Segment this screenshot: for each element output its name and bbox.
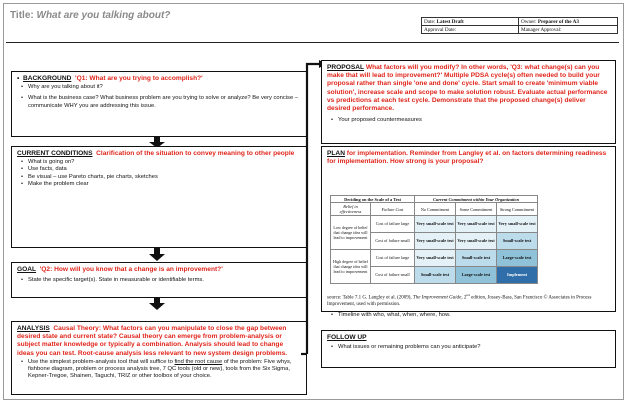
- table-cost-cell: Cost of failure small: [371, 233, 415, 250]
- goal-section: [11, 262, 307, 298]
- table-cost-cell: Cost of failure small: [371, 267, 415, 284]
- current-conditions-heading-line: [17, 150, 301, 158]
- table-col-header: Some Commitment: [456, 203, 497, 216]
- table-cell: Small-scale test: [497, 233, 538, 250]
- source-edition: , 2: [461, 295, 467, 301]
- plan-subtitle: for implementation. Reminder from Langley et al. on factors determining readiness for implementation. How strong is your proposal?: [327, 150, 607, 166]
- follow-up-heading-line: [327, 334, 610, 342]
- analysis-list: [17, 359, 301, 381]
- plan-heading: PLAN: [327, 150, 345, 157]
- current-conditions-heading: CURRENT CONDITIONS: [17, 150, 93, 157]
- page-title: [10, 10, 170, 21]
- table-row-label: High degree of belief that change idea will lead to improvement: [331, 250, 371, 284]
- goal-question: 'Q2: How will you know that a change is an improvement?': [39, 266, 223, 273]
- table-col-header: No Commitment: [415, 203, 456, 216]
- table-cell: Small-scale test: [415, 267, 456, 284]
- title-label: Title:: [10, 10, 34, 21]
- scale-of-test-table: [330, 195, 538, 284]
- goal-list: [17, 277, 301, 284]
- background-list: [17, 84, 301, 110]
- table-cell: Very small-scale test: [456, 233, 497, 250]
- table-header-right: Current Commitment within Your Organization: [415, 196, 538, 203]
- analysis-subtitle: Causal Theory: What factors can you manipulate to close the gap between desired state and current state? Causal theory can emerge from problem-analysis or subject matter knowledge or typically a combination. Analysis should lead to change ideas you can test. Root-cause analysis less relevant to new system design problems.: [17, 325, 288, 357]
- list-item: • State the specific target(s). State in measurable or identifiable terms.: [17, 277, 301, 284]
- table-cell: Very small-scale test: [497, 216, 538, 233]
- list-item: [17, 359, 301, 381]
- table-cell: Very small-scale test: [456, 216, 497, 233]
- background-heading-line: [17, 75, 301, 83]
- analysis-heading: ANALYSIS: [17, 325, 50, 332]
- table-cell: Very small-scale test: [415, 250, 456, 267]
- title-divider: [6, 42, 619, 43]
- list-bullet: •: [17, 75, 23, 82]
- plan-source: [327, 292, 617, 319]
- list-item: • Timeline with who, what, when, where, how.: [327, 312, 617, 319]
- list-item: • Your proposed countermeasures: [327, 117, 610, 124]
- owner-value: Preparer of the A3: [537, 18, 579, 25]
- table-cell: Very small-scale test: [415, 216, 456, 233]
- proposal-subtitle: What factors will you modify? In other words, 'Q3: what change(s) can you make that will lead to improvement?' Multiple PDSA cycle(s) often needed to build your proposal rather than single 'one and done' cycle. Start small to create 'minimum viable solution', increase scale and scope to make solution robust. Evaluate actual performance vs predictions at each test cycle. Demonstrate that the proposed change(s) deliver desired performance.: [327, 64, 608, 113]
- background-heading: BACKGROUND: [22, 75, 72, 82]
- plan-list: [327, 312, 617, 319]
- owner-cell: [519, 18, 618, 26]
- source-title: The Improvement Guide: [412, 295, 462, 301]
- list-item: • Be visual – use Pareto charts, pie charts, sketches: [17, 174, 301, 181]
- proposal-heading: PROPOSAL: [327, 64, 365, 71]
- analysis-bullet-pre: Use the simplest problem-analysis tool that will suffice to: [28, 358, 175, 365]
- table-cost-cell: Cost of failure large: [371, 250, 415, 267]
- source-sup: nd: [466, 293, 470, 297]
- table-cell: Large-scale test: [497, 250, 538, 267]
- table-sub-belief: Belief in effectiveness: [331, 203, 371, 216]
- list-item: • Use facts, data: [17, 166, 301, 173]
- table-cell: Implement: [497, 267, 538, 284]
- plan-heading-line: [327, 150, 610, 166]
- proposal-list: [327, 117, 610, 124]
- table-cell: Large-scale test: [456, 267, 497, 284]
- meta-table: [421, 17, 618, 34]
- follow-up-section: [321, 330, 616, 368]
- analysis-section: [11, 321, 307, 395]
- current-conditions-subtitle: Clarification of the situation to convey meaning to other people: [96, 150, 295, 157]
- analysis-heading-line: [17, 325, 301, 358]
- flow-arrow-down-icon: [149, 248, 165, 261]
- current-conditions-list: [17, 159, 301, 188]
- background-question: 'Q1: What are you trying to accomplish?': [75, 75, 203, 82]
- source-post: edition, Jossey-Bass, San Francisco © Associates in Process Improvement, used with permission.: [327, 295, 592, 307]
- approval-date-cell: Approval Date:: [422, 26, 519, 34]
- proposal-heading-line: [327, 64, 610, 113]
- current-conditions-section: [11, 146, 307, 248]
- manager-approval-cell: Manager Approval:: [519, 26, 618, 34]
- goal-heading: GOAL: [17, 266, 37, 273]
- list-item: • What is going on?: [17, 159, 301, 166]
- follow-up-heading: FOLLOW UP: [327, 334, 367, 341]
- table-cell: Small-scale test: [456, 250, 497, 267]
- list-item: • What issues or remaining problems can you anticipate?: [327, 344, 610, 351]
- follow-up-list: [327, 344, 610, 351]
- list-item: • Why are you talking about it?: [17, 84, 301, 91]
- table-sub-failure: Failure Cost: [371, 203, 415, 216]
- list-item: • What is the business case? What business problem are you trying to solve or analyze? Be very concise – communicate WHY you are addressing this issue.: [17, 95, 301, 109]
- table-cost-cell: Cost of failure large: [371, 216, 415, 233]
- analysis-bullet-post: of the problem: Five whys, fishbone diagram, problem or process analysis tree, 7 QC tools (old or new), tools from the Six Sigma, Kepner-Tregoe, Shainen, Taguchi, TRIZ or other toolbox of your choice.: [28, 358, 292, 380]
- analysis-bullet-link: find the root cause: [174, 358, 223, 365]
- list-item: • Make the problem clear: [17, 181, 301, 188]
- table-header-left: Deciding on the Scale of a Test: [331, 196, 415, 203]
- source-pre: source: Table 7.1 G. Langley et al. (2009),: [327, 295, 413, 301]
- date-label: Date:: [424, 18, 436, 25]
- table-col-header: Strong Commitment: [497, 203, 538, 216]
- goal-heading-line: [17, 266, 301, 274]
- owner-label: Owner:: [521, 18, 537, 25]
- flow-arrow-down-icon: [149, 298, 165, 310]
- background-section: [11, 71, 307, 137]
- proposal-section: [321, 60, 616, 144]
- table-cell: Very small-scale test: [415, 233, 456, 250]
- date-value: Latest Draft: [436, 18, 464, 25]
- date-cell: [422, 18, 519, 26]
- table-row-label: Low degree of belief that change idea will lead to improvement: [331, 216, 371, 250]
- title-text: What are you talking about?: [36, 10, 171, 21]
